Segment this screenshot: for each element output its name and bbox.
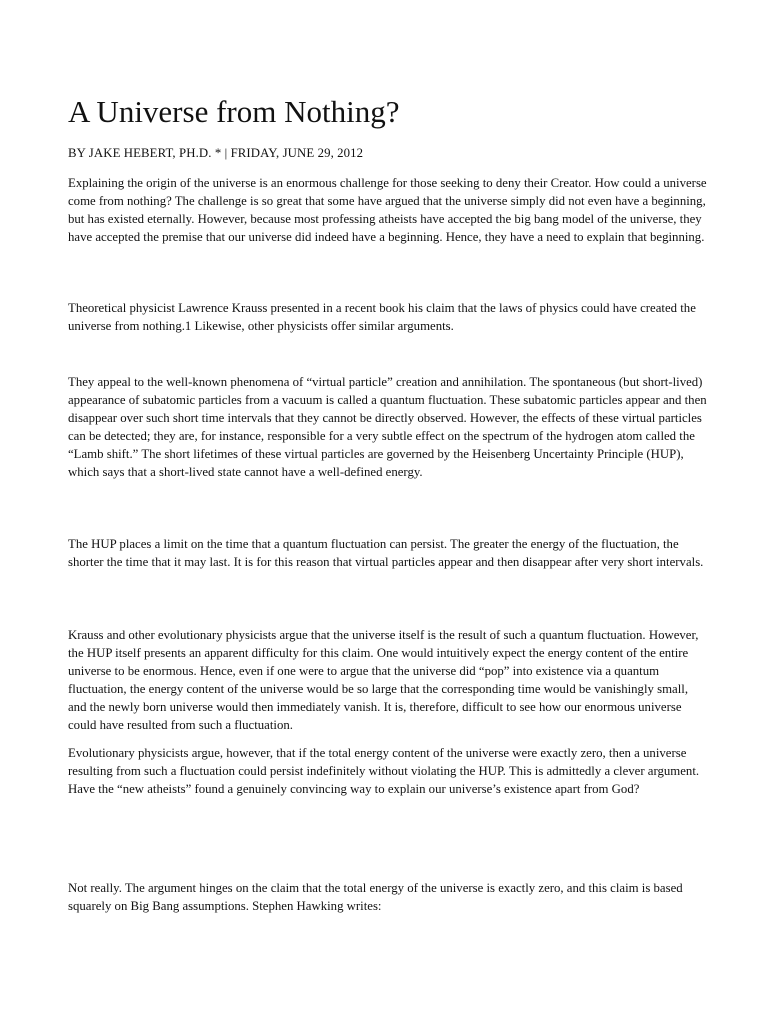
paragraph: Explaining the origin of the universe is an enormous challenge for those seeking to deny their Creator. How could a universe come from nothing? The challenge is so great that some have argued that the universe simply did not even have a beginning, but has existed eternally. However, because most professing atheists have accepted the big bang model of the universe, they have accepted the premise that our universe did indeed have a beginning. Hence, they have a need to explain that beginning. (68, 176, 707, 244)
paragraph: Evolutionary physicists argue, however, that if the total energy content of the universe were exactly zero, then a universe resulting from such a fluctuation could persist indefinitely without violating the HUP. This is admittedly a clever argument. Have the “new atheists” found a genuinely convincing way to explain our universe’s existence apart from God? (68, 746, 700, 796)
paragraph: The HUP places a limit on the time that a quantum fluctuation can persist. The greater the energy of the fluctuation, the shorter the time that it may last. It is for this reason that virtual particles appear and then disappear after very short intervals. (68, 537, 704, 569)
paragraph: Not really. The argument hinges on the claim that the total energy of the universe is exactly zero, and this claim is based squarely on Big Bang assumptions. Stephen Hawking writes: (68, 881, 683, 913)
article-title: A Universe from Nothing? (68, 94, 400, 129)
paragraph: Krauss and other evolutionary physicists argue that the universe itself is the result of such a quantum fluctuation. However, the HUP itself presents an apparent difficulty for this claim. One would intuitively expect the energy content of the entire universe to be enormous. Hence, even if one were to argue that the universe did “pop” into existence via a quantum fluctuation, the energy content of the universe would be so large that the corresponding time would be vanishingly small, and the newly born universe would then immediately vanish. It is, therefore, difficult to see how our enormous universe could have resulted from such a fluctuation. (68, 628, 699, 732)
article-byline: BY JAKE HEBERT, PH.D. * | FRIDAY, JUNE 29, 2012 (68, 146, 364, 160)
paragraph: They appeal to the well-known phenomena of “virtual particle” creation and annihilation. The spontaneous (but short-lived) appearance of subatomic particles from a vacuum is called a quantum fluctuation. These subatomic particles appear and then disappear over such short time intervals that they cannot be directly observed. However, the effects of these virtual particles can be detected; they are, for instance, responsible for a very subtle effect on the spectrum of the hydrogen atom called the “Lamb shift.” The short lifetimes of these virtual particles are governed by the Heisenberg Uncertainty Principle (HUP), which says that a short-lived state cannot have a well-defined energy. (68, 375, 707, 479)
paragraph: Theoretical physicist Lawrence Krauss presented in a recent book his claim that the laws of physics could have created the universe from nothing.1 Likewise, other physicists offer similar arguments. (68, 301, 696, 333)
article (68, 92, 708, 913)
